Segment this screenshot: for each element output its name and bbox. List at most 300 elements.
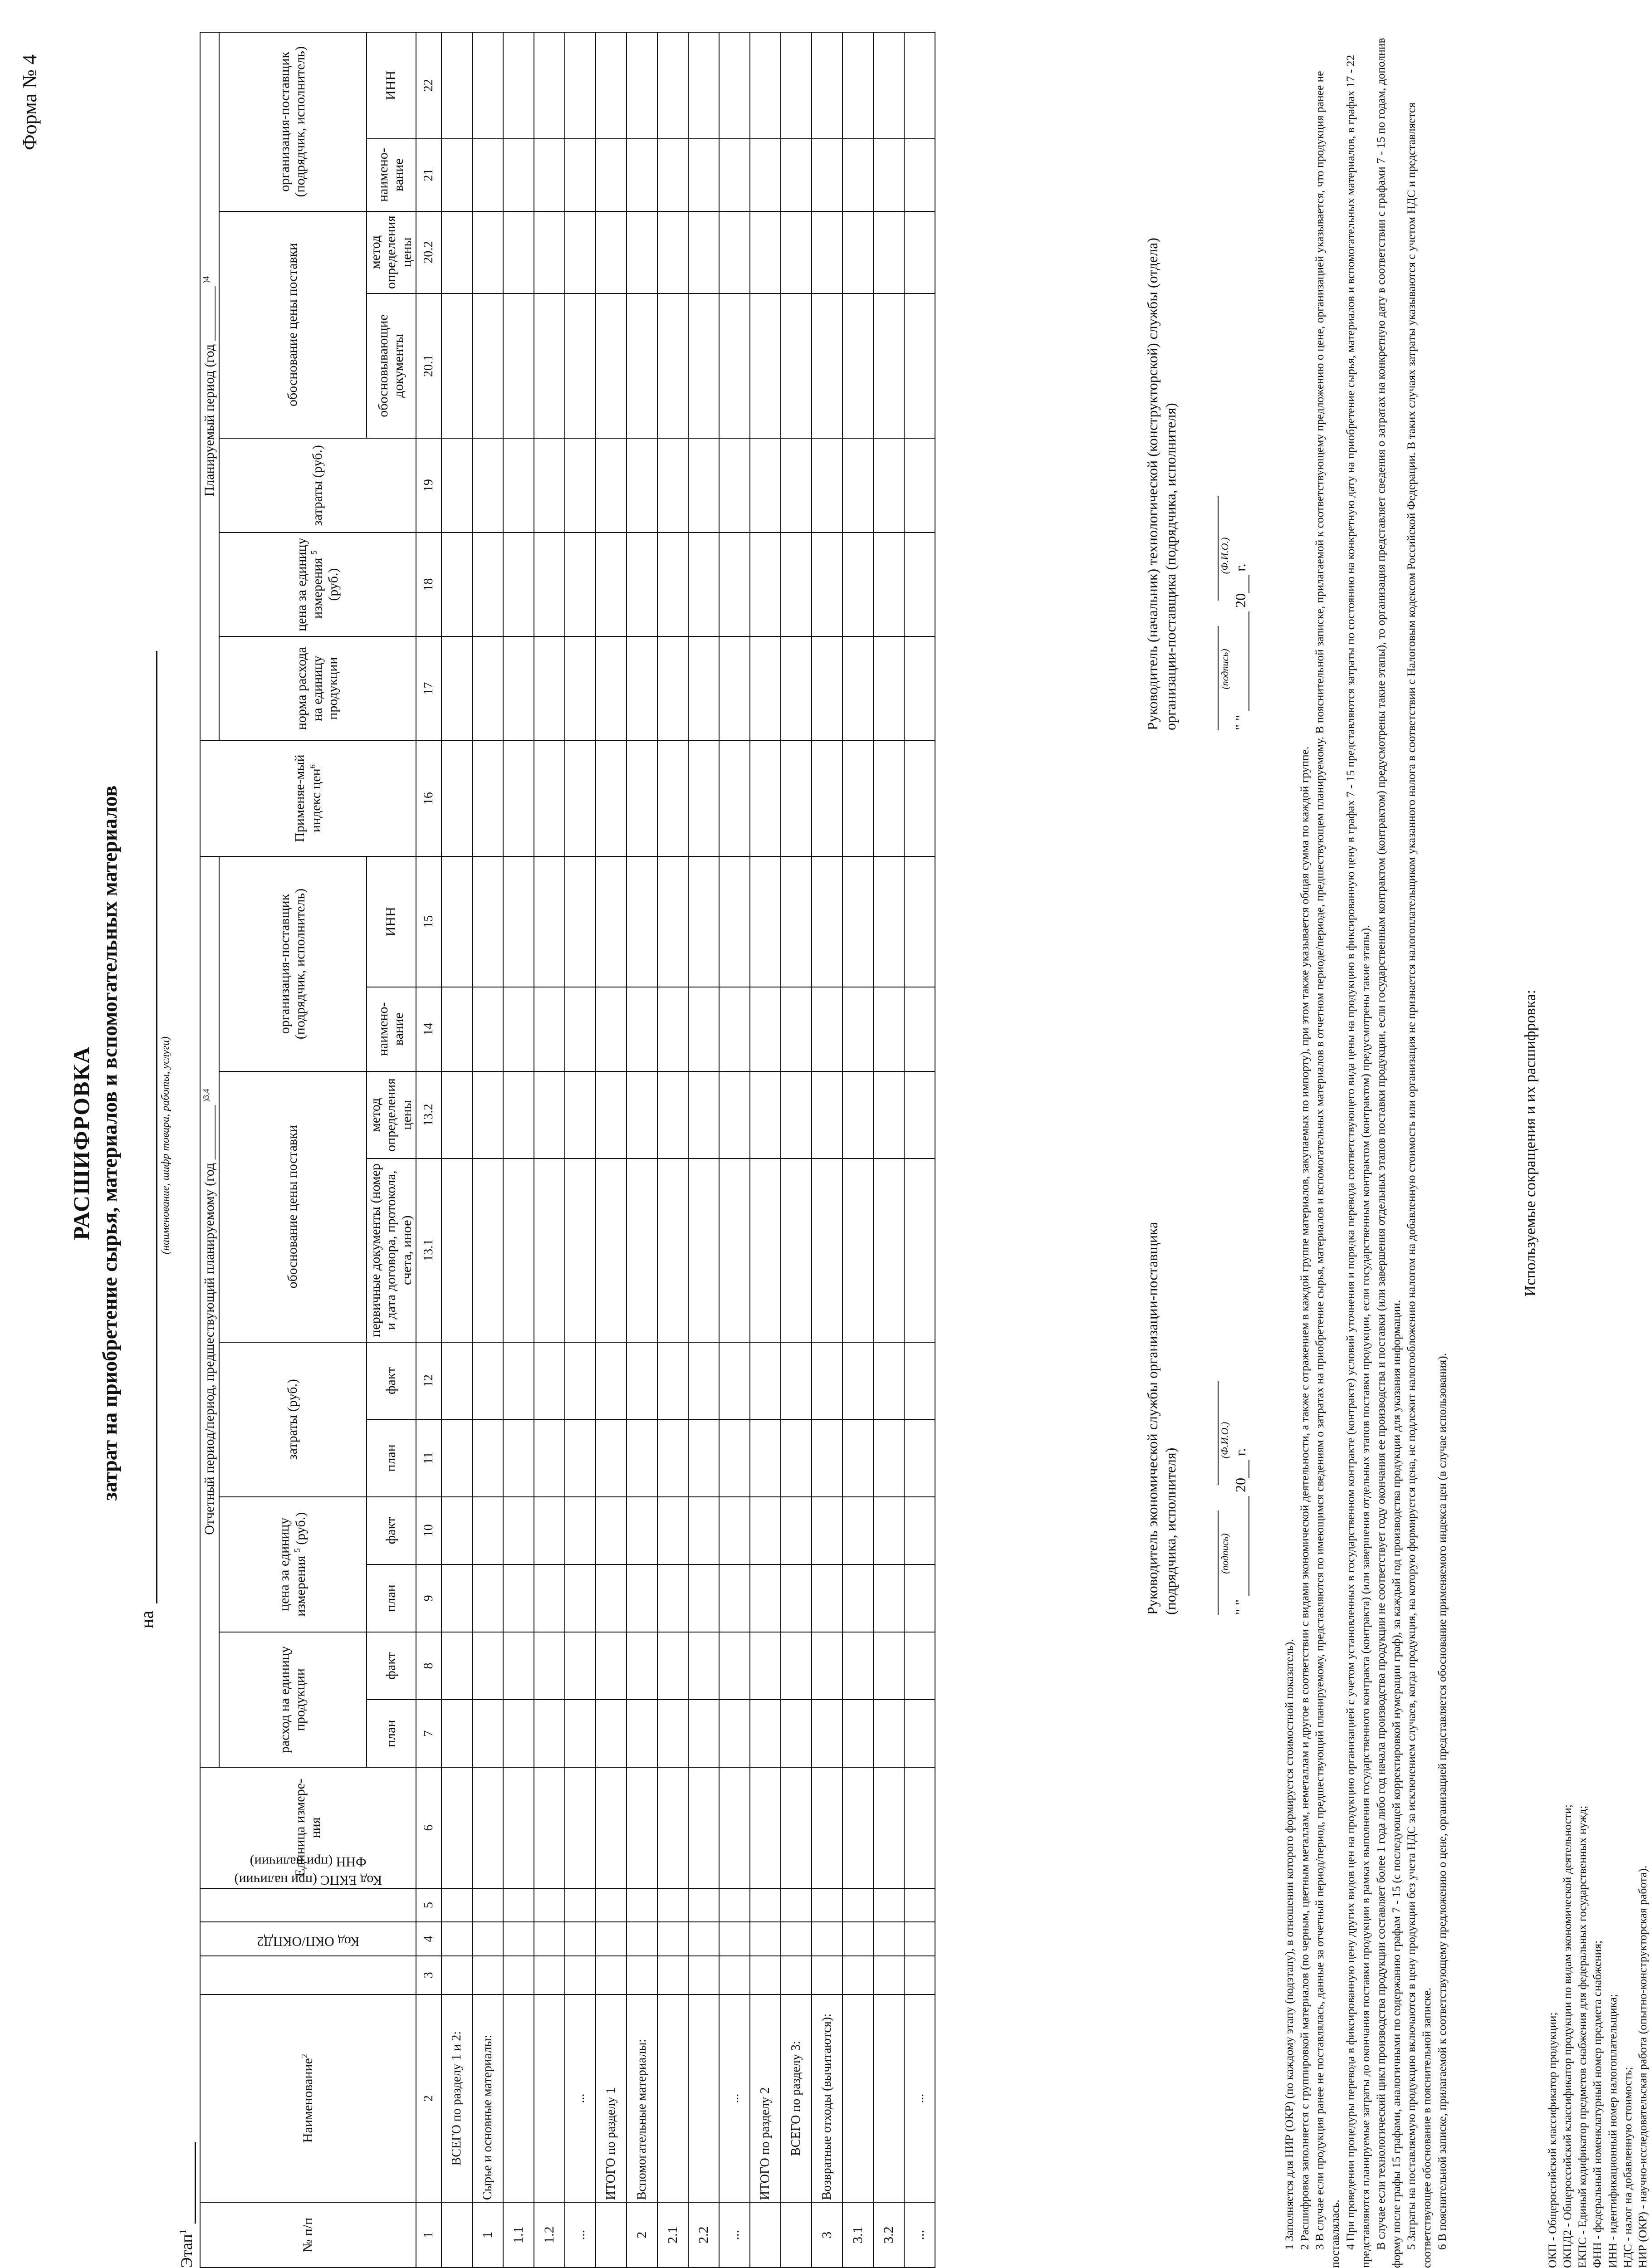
data-cell[interactable] [657, 856, 688, 987]
data-cell[interactable] [596, 1071, 627, 1158]
data-cell[interactable] [503, 1767, 534, 1888]
data-cell[interactable] [627, 1922, 657, 1956]
data-cell[interactable] [719, 740, 750, 856]
data-cell[interactable] [812, 1700, 842, 1767]
data-cell[interactable] [904, 1564, 935, 1632]
data-cell[interactable] [688, 1564, 719, 1632]
data-cell[interactable] [534, 636, 565, 740]
data-cell[interactable] [781, 1700, 812, 1767]
data-cell[interactable] [873, 1564, 904, 1632]
data-cell[interactable] [627, 1956, 657, 1994]
data-cell[interactable] [627, 293, 657, 439]
data-cell[interactable] [719, 1888, 750, 1922]
data-cell[interactable] [472, 1700, 503, 1767]
data-cell[interactable] [441, 1956, 472, 1994]
data-cell[interactable] [472, 533, 503, 636]
data-cell[interactable] [842, 1700, 873, 1767]
data-cell[interactable] [596, 1419, 627, 1496]
data-cell[interactable] [472, 1342, 503, 1419]
data-cell[interactable] [842, 1497, 873, 1564]
data-cell[interactable] [750, 636, 781, 740]
data-cell[interactable] [873, 1922, 904, 1956]
data-cell[interactable] [904, 1922, 935, 1956]
data-cell[interactable] [441, 1767, 472, 1888]
data-cell[interactable] [750, 293, 781, 439]
data-cell[interactable] [565, 1922, 596, 1956]
data-cell[interactable] [472, 1071, 503, 1158]
data-cell[interactable] [904, 1158, 935, 1342]
data-cell[interactable] [719, 636, 750, 740]
data-cell[interactable] [534, 1956, 565, 1994]
data-cell[interactable] [503, 1564, 534, 1632]
data-cell[interactable] [904, 438, 935, 533]
data-cell[interactable] [657, 211, 688, 293]
data-cell[interactable] [534, 139, 565, 211]
data-cell[interactable] [472, 1767, 503, 1888]
data-cell[interactable] [657, 293, 688, 439]
data-cell[interactable] [441, 987, 472, 1071]
data-cell[interactable] [688, 438, 719, 533]
data-cell[interactable] [596, 1564, 627, 1632]
data-cell[interactable] [781, 211, 812, 293]
data-cell[interactable] [503, 293, 534, 439]
data-cell[interactable] [750, 740, 781, 856]
data-cell[interactable] [534, 1071, 565, 1158]
data-cell[interactable] [565, 987, 596, 1071]
stage-blank[interactable] [179, 2142, 196, 2224]
data-cell[interactable] [596, 1497, 627, 1564]
data-cell[interactable] [873, 987, 904, 1071]
data-cell[interactable] [503, 856, 534, 987]
data-cell[interactable] [688, 1888, 719, 1922]
data-cell[interactable] [565, 856, 596, 987]
data-cell[interactable] [812, 1342, 842, 1419]
data-cell[interactable] [873, 1956, 904, 1994]
data-cell[interactable] [873, 32, 904, 139]
data-cell[interactable] [842, 1632, 873, 1700]
data-cell[interactable] [719, 1632, 750, 1700]
data-cell[interactable] [565, 1564, 596, 1632]
data-cell[interactable] [441, 1632, 472, 1700]
data-cell[interactable] [657, 139, 688, 211]
data-cell[interactable] [688, 1158, 719, 1342]
data-cell[interactable] [904, 1767, 935, 1888]
data-cell[interactable] [688, 211, 719, 293]
data-cell[interactable] [657, 1158, 688, 1342]
data-cell[interactable] [750, 1700, 781, 1767]
data-cell[interactable] [781, 1419, 812, 1496]
data-cell[interactable] [781, 1956, 812, 1994]
data-cell[interactable] [781, 1888, 812, 1922]
data-cell[interactable] [596, 211, 627, 293]
data-cell[interactable] [719, 1071, 750, 1158]
data-cell[interactable] [781, 1922, 812, 1956]
data-cell[interactable] [719, 1564, 750, 1632]
data-cell[interactable] [472, 636, 503, 740]
product-name-blank[interactable] [139, 651, 157, 1603]
data-cell[interactable] [503, 139, 534, 211]
data-cell[interactable] [657, 1071, 688, 1158]
data-cell[interactable] [750, 438, 781, 533]
data-cell[interactable] [781, 987, 812, 1071]
data-cell[interactable] [627, 1564, 657, 1632]
data-cell[interactable] [750, 987, 781, 1071]
data-cell[interactable] [904, 1497, 935, 1564]
data-cell[interactable] [565, 32, 596, 139]
data-cell[interactable] [503, 1342, 534, 1419]
data-cell[interactable] [719, 1767, 750, 1888]
data-cell[interactable] [842, 1342, 873, 1419]
data-cell[interactable] [719, 1158, 750, 1342]
data-cell[interactable] [472, 1158, 503, 1342]
data-cell[interactable] [596, 1342, 627, 1419]
data-cell[interactable] [657, 740, 688, 856]
data-cell[interactable] [750, 1497, 781, 1564]
data-cell[interactable] [596, 636, 627, 740]
data-cell[interactable] [904, 32, 935, 139]
data-cell[interactable] [781, 1767, 812, 1888]
data-cell[interactable] [688, 139, 719, 211]
data-cell[interactable] [873, 1767, 904, 1888]
data-cell[interactable] [904, 1632, 935, 1700]
data-cell[interactable] [503, 533, 534, 636]
data-cell[interactable] [812, 32, 842, 139]
data-cell[interactable] [812, 1767, 842, 1888]
data-cell[interactable] [842, 211, 873, 293]
data-cell[interactable] [750, 1888, 781, 1922]
data-cell[interactable] [688, 32, 719, 139]
data-cell[interactable] [565, 139, 596, 211]
data-cell[interactable] [873, 1342, 904, 1419]
data-cell[interactable] [873, 1419, 904, 1496]
data-cell[interactable] [873, 1632, 904, 1700]
data-cell[interactable] [657, 987, 688, 1071]
data-cell[interactable] [441, 293, 472, 439]
data-cell[interactable] [812, 533, 842, 636]
data-cell[interactable] [441, 438, 472, 533]
data-cell[interactable] [781, 1632, 812, 1700]
data-cell[interactable] [750, 32, 781, 139]
data-cell[interactable] [873, 293, 904, 439]
data-cell[interactable] [441, 740, 472, 856]
data-cell[interactable] [688, 1071, 719, 1158]
data-cell[interactable] [842, 740, 873, 856]
data-cell[interactable] [472, 1497, 503, 1564]
data-cell[interactable] [812, 1888, 842, 1922]
signature-technical-year-line[interactable] [1235, 575, 1249, 593]
data-cell[interactable] [842, 1767, 873, 1888]
signature-economic-date-line[interactable] [1235, 1496, 1249, 1596]
data-cell[interactable] [657, 1564, 688, 1632]
data-cell[interactable] [842, 1564, 873, 1632]
data-cell[interactable] [873, 1497, 904, 1564]
data-cell[interactable] [904, 211, 935, 293]
data-cell[interactable] [873, 533, 904, 636]
data-cell[interactable] [627, 32, 657, 139]
data-cell[interactable] [627, 856, 657, 987]
data-cell[interactable] [441, 1700, 472, 1767]
data-cell[interactable] [472, 211, 503, 293]
data-cell[interactable] [781, 32, 812, 139]
data-cell[interactable] [472, 1956, 503, 1994]
data-cell[interactable] [503, 1956, 534, 1994]
signature-economic-fio-line[interactable] [1204, 1381, 1219, 1485]
data-cell[interactable] [534, 438, 565, 533]
data-cell[interactable] [781, 533, 812, 636]
data-cell[interactable] [719, 987, 750, 1071]
data-cell[interactable] [688, 1956, 719, 1994]
data-cell[interactable] [842, 987, 873, 1071]
data-cell[interactable] [472, 1419, 503, 1496]
data-cell[interactable] [441, 211, 472, 293]
data-cell[interactable] [441, 856, 472, 987]
data-cell[interactable] [627, 1497, 657, 1564]
data-cell[interactable] [719, 533, 750, 636]
data-cell[interactable] [657, 1956, 688, 1994]
data-cell[interactable] [534, 856, 565, 987]
data-cell[interactable] [719, 293, 750, 439]
data-cell[interactable] [873, 139, 904, 211]
data-cell[interactable] [657, 32, 688, 139]
signature-technical-date-line[interactable] [1235, 611, 1249, 711]
data-cell[interactable] [719, 1342, 750, 1419]
data-cell[interactable] [750, 1632, 781, 1700]
data-cell[interactable] [596, 139, 627, 211]
data-cell[interactable] [472, 1922, 503, 1956]
data-cell[interactable] [657, 533, 688, 636]
data-cell[interactable] [842, 1419, 873, 1496]
data-cell[interactable] [596, 32, 627, 139]
data-cell[interactable] [565, 1888, 596, 1922]
data-cell[interactable] [441, 1497, 472, 1564]
data-cell[interactable] [688, 1497, 719, 1564]
data-cell[interactable] [904, 1419, 935, 1496]
data-cell[interactable] [503, 1158, 534, 1342]
data-cell[interactable] [534, 1497, 565, 1564]
data-cell[interactable] [812, 211, 842, 293]
data-cell[interactable] [719, 1956, 750, 1994]
data-cell[interactable] [534, 1888, 565, 1922]
data-cell[interactable] [904, 1342, 935, 1419]
data-cell[interactable] [812, 438, 842, 533]
data-cell[interactable] [534, 740, 565, 856]
data-cell[interactable] [842, 32, 873, 139]
signature-economic-year-line[interactable] [1235, 1460, 1249, 1478]
data-cell[interactable] [534, 211, 565, 293]
data-cell[interactable] [657, 1700, 688, 1767]
data-cell[interactable] [534, 1922, 565, 1956]
data-cell[interactable] [534, 1632, 565, 1700]
data-cell[interactable] [688, 293, 719, 439]
data-cell[interactable] [503, 1888, 534, 1922]
data-cell[interactable] [657, 438, 688, 533]
data-cell[interactable] [441, 1071, 472, 1158]
data-cell[interactable] [596, 1888, 627, 1922]
data-cell[interactable] [596, 1956, 627, 1994]
data-cell[interactable] [565, 1419, 596, 1496]
data-cell[interactable] [904, 1700, 935, 1767]
data-cell[interactable] [441, 1888, 472, 1922]
data-cell[interactable] [565, 1342, 596, 1419]
data-cell[interactable] [534, 533, 565, 636]
data-cell[interactable] [534, 1767, 565, 1888]
data-cell[interactable] [565, 438, 596, 533]
data-cell[interactable] [472, 1888, 503, 1922]
data-cell[interactable] [688, 987, 719, 1071]
data-cell[interactable] [503, 1071, 534, 1158]
data-cell[interactable] [627, 1158, 657, 1342]
data-cell[interactable] [503, 1700, 534, 1767]
data-cell[interactable] [688, 856, 719, 987]
data-cell[interactable] [842, 533, 873, 636]
data-cell[interactable] [627, 1767, 657, 1888]
data-cell[interactable] [441, 139, 472, 211]
data-cell[interactable] [688, 740, 719, 856]
data-cell[interactable] [627, 1419, 657, 1496]
data-cell[interactable] [750, 1767, 781, 1888]
data-cell[interactable] [627, 1700, 657, 1767]
data-cell[interactable] [750, 1071, 781, 1158]
data-cell[interactable] [842, 636, 873, 740]
data-cell[interactable] [688, 1632, 719, 1700]
data-cell[interactable] [904, 139, 935, 211]
data-cell[interactable] [441, 32, 472, 139]
data-cell[interactable] [873, 1071, 904, 1158]
data-cell[interactable] [781, 1564, 812, 1632]
data-cell[interactable] [873, 740, 904, 856]
data-cell[interactable] [904, 533, 935, 636]
data-cell[interactable] [750, 533, 781, 636]
data-cell[interactable] [596, 987, 627, 1071]
data-cell[interactable] [781, 1071, 812, 1158]
data-cell[interactable] [812, 1419, 842, 1496]
data-cell[interactable] [812, 1632, 842, 1700]
data-cell[interactable] [688, 1700, 719, 1767]
data-cell[interactable] [750, 1956, 781, 1994]
data-cell[interactable] [719, 1922, 750, 1956]
data-cell[interactable] [781, 856, 812, 987]
data-cell[interactable] [812, 293, 842, 439]
data-cell[interactable] [565, 636, 596, 740]
data-cell[interactable] [503, 987, 534, 1071]
data-cell[interactable] [441, 1342, 472, 1419]
data-cell[interactable] [596, 856, 627, 987]
data-cell[interactable] [441, 1158, 472, 1342]
data-cell[interactable] [812, 139, 842, 211]
data-cell[interactable] [565, 293, 596, 439]
data-cell[interactable] [873, 1888, 904, 1922]
data-cell[interactable] [812, 856, 842, 987]
data-cell[interactable] [441, 1419, 472, 1496]
data-cell[interactable] [719, 1419, 750, 1496]
data-cell[interactable] [688, 1767, 719, 1888]
data-cell[interactable] [688, 1342, 719, 1419]
data-cell[interactable] [534, 1342, 565, 1419]
data-cell[interactable] [472, 987, 503, 1071]
data-cell[interactable] [534, 1700, 565, 1767]
data-cell[interactable] [657, 1419, 688, 1496]
data-cell[interactable] [627, 139, 657, 211]
data-cell[interactable] [565, 533, 596, 636]
signature-technical-fio-line[interactable] [1204, 496, 1219, 601]
data-cell[interactable] [873, 856, 904, 987]
data-cell[interactable] [719, 856, 750, 987]
data-cell[interactable] [719, 211, 750, 293]
data-cell[interactable] [534, 32, 565, 139]
data-cell[interactable] [812, 1564, 842, 1632]
data-cell[interactable] [565, 1071, 596, 1158]
data-cell[interactable] [472, 1564, 503, 1632]
data-cell[interactable] [627, 438, 657, 533]
data-cell[interactable] [842, 856, 873, 987]
data-cell[interactable] [750, 1922, 781, 1956]
data-cell[interactable] [534, 1158, 565, 1342]
data-cell[interactable] [904, 1956, 935, 1994]
data-cell[interactable] [441, 1922, 472, 1956]
data-cell[interactable] [534, 293, 565, 439]
data-cell[interactable] [842, 139, 873, 211]
data-cell[interactable] [904, 1888, 935, 1922]
data-cell[interactable] [503, 1922, 534, 1956]
data-cell[interactable] [596, 438, 627, 533]
data-cell[interactable] [873, 438, 904, 533]
data-cell[interactable] [688, 533, 719, 636]
data-cell[interactable] [534, 987, 565, 1071]
data-cell[interactable] [565, 1767, 596, 1888]
data-cell[interactable] [842, 438, 873, 533]
data-cell[interactable] [842, 293, 873, 439]
data-cell[interactable] [565, 1158, 596, 1342]
data-cell[interactable] [472, 32, 503, 139]
data-cell[interactable] [596, 1632, 627, 1700]
data-cell[interactable] [750, 1158, 781, 1342]
data-cell[interactable] [750, 211, 781, 293]
data-cell[interactable] [812, 1071, 842, 1158]
data-cell[interactable] [627, 1342, 657, 1419]
data-cell[interactable] [657, 636, 688, 740]
data-cell[interactable] [472, 740, 503, 856]
signature-economic-sign-line[interactable] [1204, 1510, 1219, 1615]
data-cell[interactable] [596, 1700, 627, 1767]
data-cell[interactable] [842, 1956, 873, 1994]
data-cell[interactable] [503, 32, 534, 139]
data-cell[interactable] [503, 740, 534, 856]
data-cell[interactable] [719, 1497, 750, 1564]
data-cell[interactable] [719, 139, 750, 211]
data-cell[interactable] [750, 139, 781, 211]
data-cell[interactable] [904, 293, 935, 439]
data-cell[interactable] [627, 740, 657, 856]
data-cell[interactable] [503, 438, 534, 533]
data-cell[interactable] [503, 211, 534, 293]
data-cell[interactable] [627, 1888, 657, 1922]
data-cell[interactable] [596, 293, 627, 439]
data-cell[interactable] [657, 1767, 688, 1888]
data-cell[interactable] [688, 1922, 719, 1956]
data-cell[interactable] [812, 636, 842, 740]
data-cell[interactable] [472, 856, 503, 987]
data-cell[interactable] [812, 1497, 842, 1564]
data-cell[interactable] [472, 1632, 503, 1700]
data-cell[interactable] [596, 1767, 627, 1888]
data-cell[interactable] [904, 740, 935, 856]
data-cell[interactable] [873, 211, 904, 293]
data-cell[interactable] [441, 533, 472, 636]
data-cell[interactable] [719, 1700, 750, 1767]
data-cell[interactable] [441, 1564, 472, 1632]
data-cell[interactable] [750, 1342, 781, 1419]
data-cell[interactable] [904, 636, 935, 740]
